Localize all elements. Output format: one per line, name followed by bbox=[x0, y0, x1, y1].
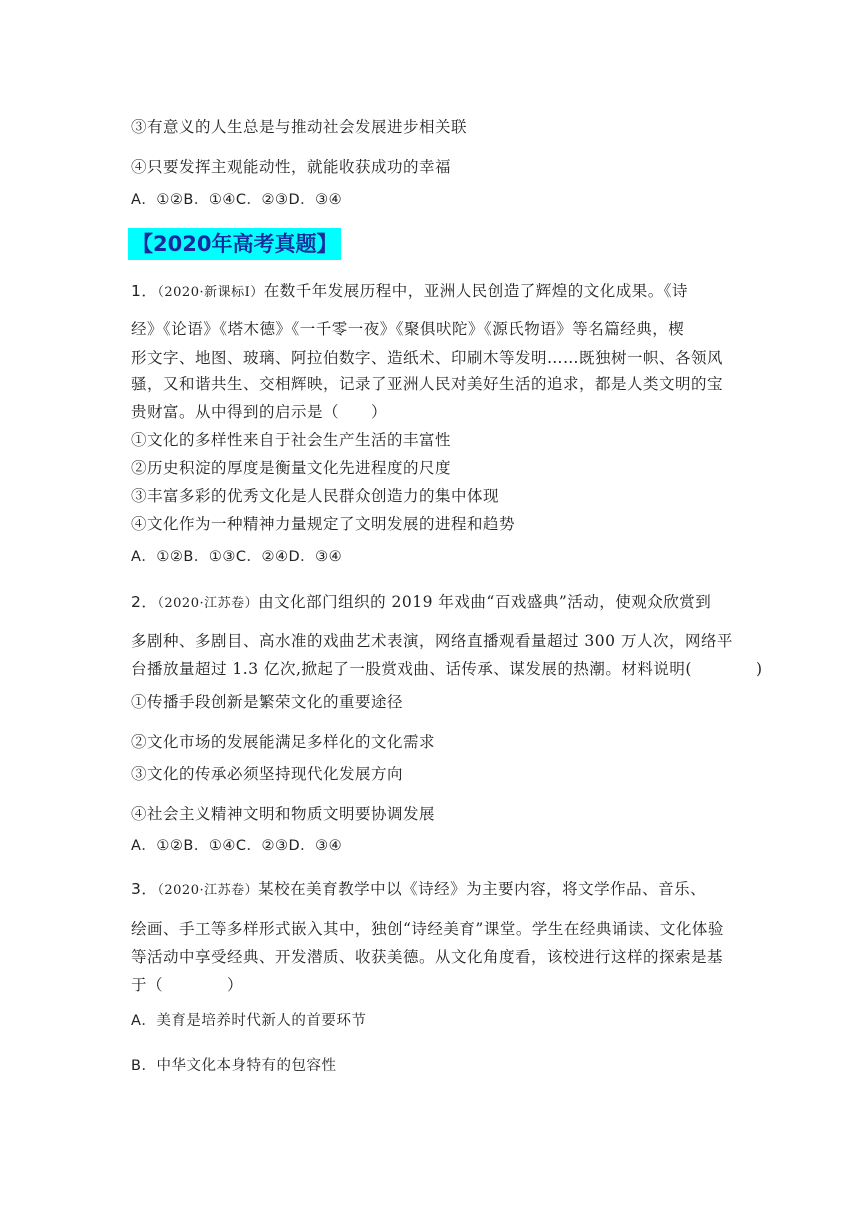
q1-line-3: 形文字、地图、玻璃、阿拉伯数字、造纸术、印刷木等发明……既独树一帜、各领风 bbox=[131, 349, 724, 367]
q1-source: （2020·新课标Ⅰ） bbox=[157, 285, 264, 300]
q1-item-1: ①文化的多样性来自于社会生产生活的丰富性 bbox=[131, 431, 452, 449]
q2-source: （2020·江苏卷） bbox=[157, 596, 259, 611]
q2-stem-start: 由文化部门组织的 2019 年戏曲“百戏盛典”活动，使观众欣赏到 bbox=[258, 593, 712, 611]
q1-line-2: 经》《论语》《塔木德》《一千零一夜》《聚俱吠陀》《源氏物语》等名篇经典，楔 bbox=[131, 320, 685, 338]
q2-item-1: ①传播手段创新是繁荣文化的重要途径 bbox=[131, 693, 404, 711]
q1-line-5: 贵财富。从中得到的启示是（ ） bbox=[131, 403, 388, 421]
q2-line-1 bbox=[131, 592, 711, 614]
q3-line-4: 于（ ） bbox=[131, 976, 244, 994]
q1-stem-start: 在数千年发展历程中，亚洲人民创造了辉煌的文化成果。《诗 bbox=[263, 282, 688, 300]
q3-source: （2020·江苏卷） bbox=[157, 883, 259, 898]
prev-item-3: ③有意义的人生总是与推动社会发展进步相关联 bbox=[131, 118, 468, 136]
q1-answer-options: A．①②B．①③C．②④D．③④ bbox=[131, 549, 343, 565]
q2-line-2: 多剧种、多剧目、高水准的戏曲艺术表演，网络直播观看量超过 300 万人次，网络平 bbox=[131, 632, 733, 650]
q1-line-4: 骚，又和谐共生、交相辉映，记录了亚洲人民对美好生活的追求，都是人类文明的宝 bbox=[131, 375, 724, 393]
prev-item-4: ④只要发挥主观能动性，就能收获成功的幸福 bbox=[131, 158, 452, 176]
q1-item-2: ②历史积淀的厚度是衡量文化先进程度的尺度 bbox=[131, 459, 452, 477]
q1-item-3: ③丰富多彩的优秀文化是人民群众创造力的集中体现 bbox=[131, 487, 500, 505]
q3-line-2: 绘画、手工等多样形式嵌入其中，独创“诗经美育”课堂。学生在经典诵读、文化体验 bbox=[131, 920, 724, 938]
q3-option-a: A．美育是培养时代新人的首要环节 bbox=[131, 1013, 367, 1029]
q2-item-4: ④社会主义精神文明和物质文明要协调发展 bbox=[131, 805, 436, 823]
q3-stem-start: 某校在美育教学中以《诗经》为主要内容，将文学作品、音乐、 bbox=[258, 880, 707, 898]
q1-number: 1． bbox=[131, 282, 158, 300]
prev-answer-options: A．①②B．①④C．②③D．③④ bbox=[131, 192, 343, 208]
q2-item-3: ③文化的传承必须坚持现代化发展方向 bbox=[131, 765, 404, 783]
q3-line-1 bbox=[131, 879, 706, 901]
q2-answer-options: A．①②B．①④C．②③D．③④ bbox=[131, 838, 343, 854]
q2-line-3: 台播放量超过 1.3 亿次,掀起了一股赏戏曲、话传承、谋发展的热潮。材料说明( ) bbox=[131, 660, 763, 678]
q2-number: 2． bbox=[131, 593, 158, 611]
q3-option-b: B．中华文化本身特有的包容性 bbox=[131, 1058, 337, 1074]
section-heading: 【2020年高考真题】 bbox=[128, 228, 341, 260]
q2-item-2: ②文化市场的发展能满足多样化的文化需求 bbox=[131, 733, 436, 751]
q3-line-3: 等活动中享受经典、开发潜质、收获美德。从文化角度看，该校进行这样的探索是基 bbox=[131, 948, 724, 966]
q1-item-4: ④文化作为一种精神力量规定了文明发展的进程和趋势 bbox=[131, 515, 516, 533]
q1-line-1 bbox=[131, 281, 688, 303]
q3-number: 3． bbox=[131, 880, 158, 898]
